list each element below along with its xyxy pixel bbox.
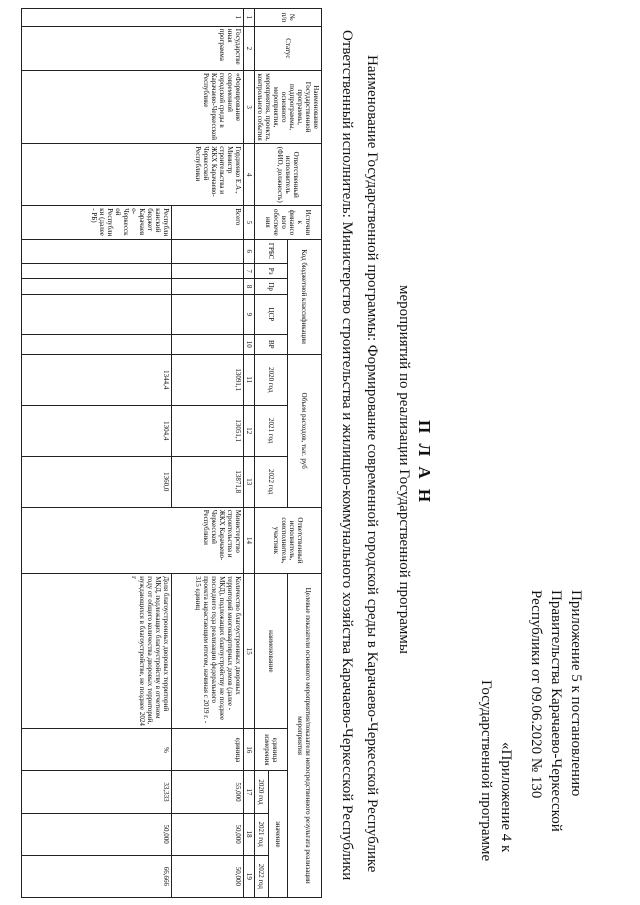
empty-cell	[22, 294, 172, 334]
empty-cell	[172, 334, 244, 354]
empty-cell	[22, 263, 172, 279]
indicator-1-2021: 50,000	[172, 813, 244, 855]
row-source-rep: Республиканский бюджет Карачаево-Черкесской Республики (далее - РБ)	[22, 206, 172, 239]
header-vr: ВР	[255, 334, 288, 354]
header-responsible: Ответственный исполнитель (ФИО, должность)	[255, 144, 322, 206]
col-number: 5	[244, 206, 255, 239]
row-num: 1	[22, 9, 244, 27]
indicator-1-2022: 50,000	[172, 855, 244, 897]
header-indicators: Целевые показатели основного мероприятия/показатели непосредственного результата реализации мероприятия	[288, 574, 322, 898]
col-number: 17	[244, 771, 255, 813]
header-grbs: ГРБС	[255, 239, 288, 263]
col-number: 1	[244, 9, 255, 27]
total-2022: 13871,8	[172, 456, 244, 507]
indicator-2-2020: 33,333	[22, 771, 172, 813]
col-number: 10	[244, 334, 255, 354]
row-status: Государственная программа	[22, 26, 244, 70]
indicator-2-2021: 50,000	[22, 813, 172, 855]
col-number: 16	[244, 729, 255, 771]
col-number: 7	[244, 263, 255, 279]
header-v2022: 2022 год	[255, 855, 269, 897]
indicator-2-name: Доля благоустроенных дворовых территорий МКД, подлежащих благоустройству в отчетном году от общего количества дворовых территорий, нуждающихся в благоустройстве, не позднее 2024 г	[22, 574, 172, 729]
appendix-line-3: Республики от 09.06.2020 № 130	[528, 590, 544, 799]
empty-cell	[22, 279, 172, 295]
appendix-ref-line-1: «Приложение 4 к	[498, 742, 514, 853]
appendix-line-1: Приложение 5 к постановлению	[568, 590, 584, 797]
appendix-ref-line-2: Государственной программе	[478, 680, 494, 862]
rep-2020: 1344,4	[22, 354, 172, 405]
total-2021: 13051,1	[172, 405, 244, 456]
row-responsible: Гордиенко Е.А., Министр строительства и ЖКХ Карачаево-Черкесской Республики	[22, 144, 244, 206]
empty-cell	[172, 263, 244, 279]
col-number: 13	[244, 456, 255, 507]
col-number: 9	[244, 294, 255, 334]
empty-cell	[172, 239, 244, 263]
row-executor: Министерство строительства и ЖКХ Карачаево-Черкесской Республики	[22, 507, 244, 574]
header-v2021: 2021 год	[255, 813, 269, 855]
indicator-2-unit: %	[22, 729, 172, 771]
header-executor: Ответственный исполнитель, соисполнитель, участник	[255, 507, 322, 574]
header-2022: 2022 год	[255, 456, 288, 507]
empty-cell	[172, 294, 244, 334]
header-csr: ЦСР	[255, 294, 288, 334]
rep-2022: 1360,0	[22, 456, 172, 507]
header-source: Источник финансового обеспечения	[255, 206, 322, 239]
header-budget-code: Код бюджетной классификации	[288, 239, 322, 354]
empty-cell	[22, 334, 172, 354]
header-status: Статус	[255, 26, 322, 70]
header-name: Наименование Государственной программы, подпрограммы, основного мероприятия, мероприятия, проекта, контрольного события	[255, 71, 322, 144]
col-number: 15	[244, 574, 255, 729]
column-number-row	[244, 9, 255, 898]
header-rz: Рз	[255, 263, 288, 279]
empty-cell	[172, 279, 244, 295]
program-name-line: Наименование Государственной программы: Формирование современной городской среды в Карачаево-Черкесской Республике	[364, 55, 380, 873]
indicator-2-2022: 66,666	[22, 855, 172, 897]
appendix-line-2: Правительства Карачаево-Черкесской	[548, 590, 564, 832]
plan-subtitle: мероприятий по реализации Государственной программы	[396, 285, 412, 654]
executor-line: Ответственный исполнитель: Министерство строительства и жилищно-коммунального хозяйства Карачаево-Черкесской Республики	[339, 30, 355, 881]
col-number: 3	[244, 71, 255, 144]
table-row	[172, 9, 244, 898]
plan-table	[21, 8, 322, 898]
total-2020: 13091,1	[172, 354, 244, 405]
header-v2020: 2020 год	[255, 771, 269, 813]
col-number: 4	[244, 144, 255, 206]
col-number: 11	[244, 354, 255, 405]
header-2021: 2021 год	[255, 405, 288, 456]
indicator-1-name: Количество благоустроенных дворовых территорий многоквартирных домов (далее - МКД), подлежащих благоустройству не позднее последнего года реализации федерального проекта нарастающим итогом, начиная с 2019 г. - 315 единиц	[172, 574, 244, 729]
col-number: 6	[244, 239, 255, 263]
col-number: 18	[244, 813, 255, 855]
row-source-total: Всего	[172, 206, 244, 239]
header-unit: единица измерения	[255, 729, 288, 771]
col-number: 8	[244, 279, 255, 295]
indicator-1-2020: 55,000	[172, 771, 244, 813]
col-number: 19	[244, 855, 255, 897]
header-2020: 2020 год	[255, 354, 288, 405]
header-costs: Объем расходов, тыс. руб	[288, 354, 322, 507]
col-number: 2	[244, 26, 255, 70]
header-pr: Пр	[255, 279, 288, 295]
col-number: 12	[244, 405, 255, 456]
indicator-1-unit: единица	[172, 729, 244, 771]
col-number: 14	[244, 507, 255, 574]
header-value: значение	[269, 771, 288, 898]
empty-cell	[22, 239, 172, 263]
header-num: № п/п	[255, 9, 322, 27]
rep-2021: 1304,4	[22, 405, 172, 456]
row-name: «Формирование современной городской среды в Карачаево-Черкесской Республике	[22, 71, 244, 144]
header-ind-name: наименование	[255, 574, 288, 729]
plan-title: П Л А Н	[415, 420, 434, 506]
